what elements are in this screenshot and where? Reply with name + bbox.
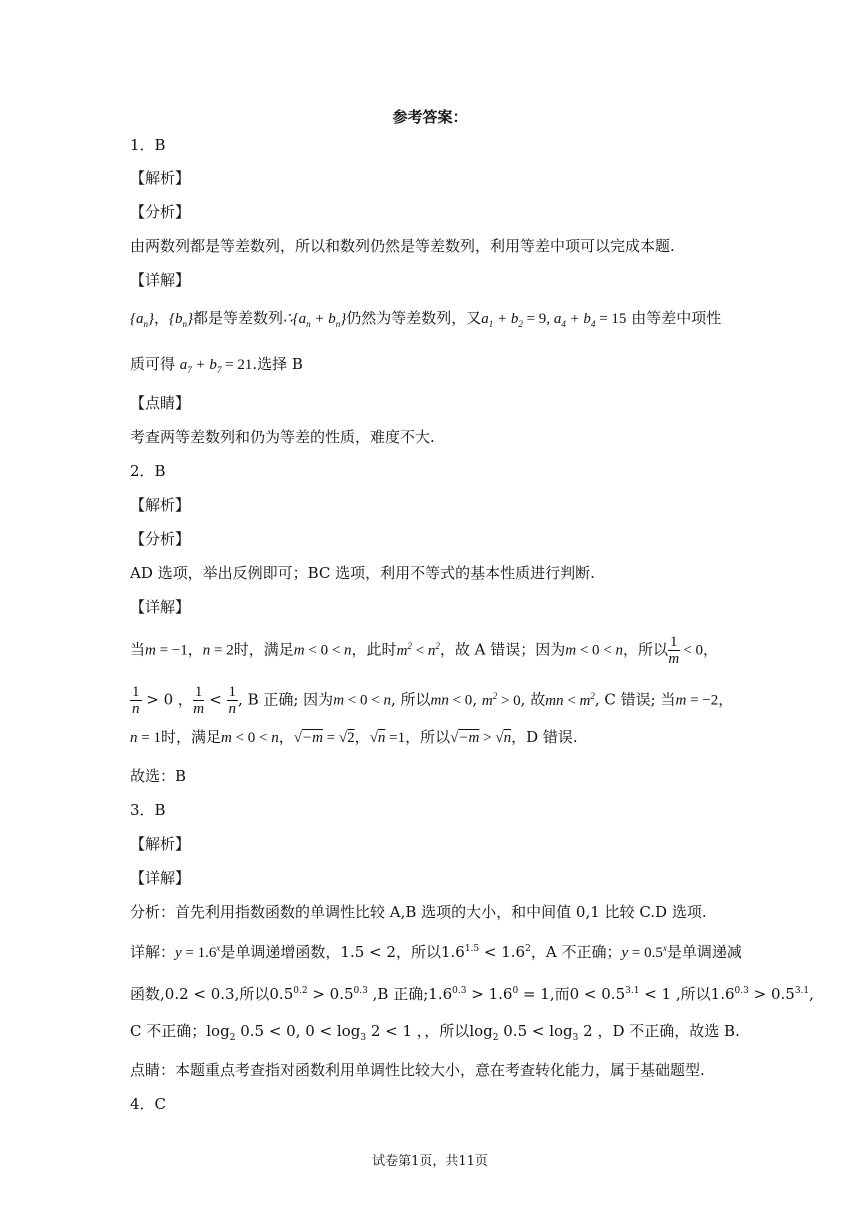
page-footer: 试卷第1页，共11页: [372, 1154, 488, 1169]
q1-number: 1．B: [130, 136, 166, 154]
page-title: 参考答案：: [392, 108, 468, 126]
q1-fenxi-text: 由两数列都是等差数列，所以和数列仍然是等差数列，利用等差中项可以完成本题.: [130, 237, 675, 255]
q3-detail-line1: 详解：$y = 1.6^x$是单调递增函数，1.5 < 2，所以$1.6^{1.5} < 1.6^2$，A 不正确；$y = 0.5^x$是单调递减: [130, 943, 742, 961]
q2-choose: 故选：B: [130, 767, 187, 785]
q1-dianjing-heading: 【点睛】: [130, 394, 191, 412]
q3-detail-line3: C 不正确；$\log_2 0.5 < 0$, $0 < \log_3 2 < 1$ ，，所以$\log_2 0.5 < \log_3 2$ ，D 不正确，故选 B.: [130, 1022, 740, 1043]
q3-dianjing-text: 点睛：本题重点考查指对函数利用单调性比较大小，意在考查转化能力，属于基础题型.: [130, 1061, 705, 1079]
q3-detail-line2: 函数,0.2 < 0.3,所以$0.5^{0.2} > 0.5^{0.3}$ ,B 正确$;1.6^{0.3} > 1.6^0 = 1$,而$0 < 0.5^{3.1} < 1$ ,所以$1.6^{0.3} > 0.5^{3.1}$,: [130, 985, 814, 1003]
q1-detail-line1: $\{a_n\}$，$\{b_n\}$都是等差数列$\therefore\{a_n + b_n\}$仍然为等差数列，又$a_1 + b_2 = 9$, $a_4 + b_4 = 15$ 由等差中项性: [130, 309, 722, 329]
q1-detail-line2: 质可得 $a_7 + b_7 = 21$.选择 B: [130, 355, 303, 375]
q2-number: 2．B: [130, 462, 166, 480]
q2-fenxi-heading: 【分析】: [130, 530, 191, 548]
q2-detail-line1: 当m = −1，n = 2时，满足m < 0 < n，此时$m^2 < n^2$，故 A 错误；因为m < 0 < n，所以 $\frac{1}{m}$ < 0，: [130, 634, 719, 667]
q2-detail-line3: n = 1时，满足m < 0 < n，√−m = √2，√n =1，所以√−m > √n，D 错误.: [130, 728, 578, 746]
q1-fenxi-heading: 【分析】: [130, 203, 191, 221]
q1-dianjing-text: 考查两等差数列和仍为等差的性质，难度不大.: [130, 428, 435, 446]
q4-number: 4．C: [130, 1095, 167, 1113]
q1-jiexi-heading: 【解析】: [130, 169, 191, 187]
q1-xiangjie-heading: 【详解】: [130, 271, 191, 289]
q3-number: 3．B: [130, 801, 166, 819]
q3-fenxi-text: 分析：首先利用指数函数的单调性比较 A,B 选项的大小，和中间值 0,1 比较 C.D 选项.: [130, 903, 707, 921]
q3-xiangjie-heading: 【详解】: [130, 869, 191, 887]
q2-xiangjie-heading: 【详解】: [130, 598, 191, 616]
q2-fenxi-text: AD 选项，举出反例即可；BC 选项，利用不等式的基本性质进行判断.: [130, 564, 595, 582]
q3-jiexi-heading: 【解析】: [130, 835, 191, 853]
q2-jiexi-heading: 【解析】: [130, 496, 191, 514]
q2-detail-line2: $\frac{1}{n}$ > 0 ， $\frac{1}{m}$ < $\frac{1}{n}$ , B 正确; 因为m < 0 < n, 所以mn < 0, $m^2 > 0$, 故mn < $m^2$, C 错误; 当m = −2，: [132, 684, 734, 717]
